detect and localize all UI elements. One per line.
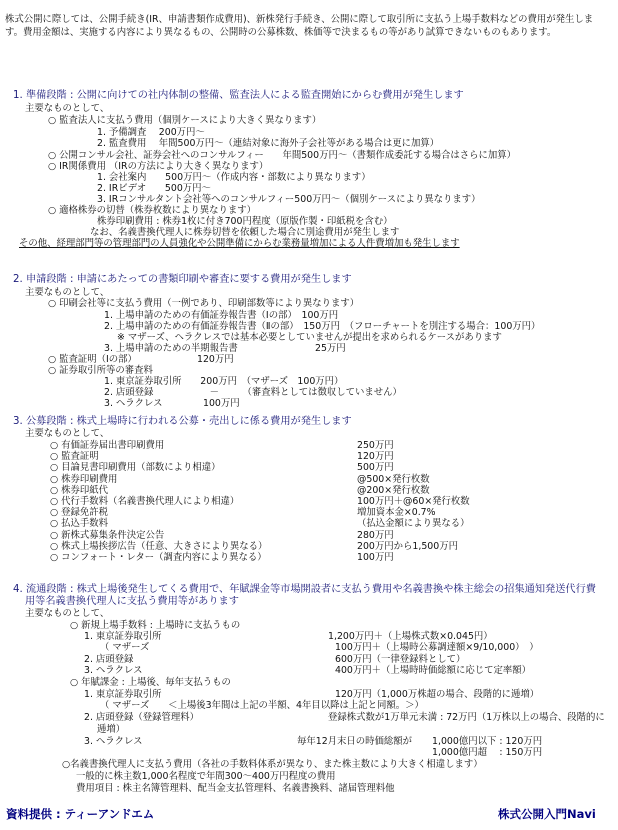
list-item: 1. 東京証券取引所: [84, 631, 162, 642]
list-item: ○ 新規上場手数料 : 上場時に支払うもの: [70, 620, 241, 631]
list-item: ○ 代行手数料（名義書換代理人により相違）: [50, 496, 240, 507]
list-item-value: 100万円: [357, 552, 394, 563]
list-item: ○ 登録免許税: [50, 507, 109, 518]
list-item: ※ マザーズ、ヘラクレスでは基本必要としていませんが提出を求められるケースがあります: [117, 332, 502, 343]
list-item: ○ 株券印刷費用: [50, 474, 118, 485]
list-item-value: 毎年12月末日の時価総額が: [297, 736, 413, 747]
list-item: 逓増）: [97, 724, 126, 735]
list-item: ○ 印刷会社等に支払う費用（一例であり、印刷部数等により異なります）: [48, 298, 360, 309]
list-item: 1. 会社案内 500万円～（作成内容・部数により異なります）: [97, 172, 371, 183]
list-item-value: 120万円（1,000万株超の場合、段階的に逓増）: [335, 689, 540, 700]
list-item: ○ 公開コンサル会社、証券会社へのコンサルフィー 年間500万円～（書類作成委託する場合はさらに加算）: [48, 150, 516, 161]
section-1-title: 1. 準備段階 : 公開に向けての社内体制の整備、監査法人による監査開始にからむ費用が発生します: [13, 90, 464, 101]
section-2-main: 主要なものとして、: [25, 287, 110, 298]
list-item: 2. 店頭登録: [84, 654, 134, 665]
list-item: ○ IR関係費用 （IRの方法により大きく異なります）: [48, 161, 269, 172]
list-item-value: 登録株式数が1万単元未満 : 72万円（1万株以上の場合、段階的に: [328, 712, 605, 723]
list-item-value: 25万円: [315, 343, 346, 354]
list-item-value: 100万円＋（上場時公募調達額×9/10,000） ）: [335, 642, 539, 653]
list-item: ○ 新株式募集条件決定公告: [50, 530, 165, 541]
list-item: 2. 上場申請のための有価証券報告書（Ⅱの部） 150万円 （フローチャートを別注する場合：100万円）: [104, 321, 541, 332]
list-item-value: 600万円（一律登録料として）: [335, 654, 466, 665]
list-item-value: 増加資本金×0.7%: [357, 507, 436, 518]
list-item: 2. IRビデオ 500万円～: [97, 183, 211, 194]
section-4-title-line-1: 4. 流通段階 : 株式上場後発生してくる費用で、年賦課金等市場開設者に支払う費用や名義書換や株主総会の招集通知発送代行費: [13, 584, 596, 595]
list-item-value: （払込金額により異なる）: [357, 518, 470, 529]
list-item: 1. 予備調査 200万円～: [97, 127, 205, 138]
list-item: 2. 店頭登録（登録管理料）: [84, 712, 200, 723]
list-item: ○名義書換代理人に支払う費用（各社の手数料体系が異なり、また株主数により大きく相違します）: [62, 759, 483, 770]
list-item-value: @200×発行枚数: [357, 485, 430, 496]
list-item: 3. ヘラクレス: [84, 665, 143, 676]
list-item-value: 120万円: [197, 354, 234, 365]
list-item: ○ 年賦課金 : 上場後、毎年支払うもの: [70, 677, 231, 688]
list-item: ○ 適格株券の切替（株券枚数により異なります）: [48, 205, 257, 216]
list-item-value: 200万円から1,500万円: [357, 541, 458, 552]
list-item: 3. 上場申請のための半期報告書: [104, 343, 238, 354]
list-item: 1. 上場申請のための有価証券報告書（Ⅰの部） 100万円: [104, 310, 339, 321]
list-item-value: 120万円: [357, 451, 394, 462]
section-4-main: 主要なものとして、: [25, 608, 110, 619]
list-item: 3. ヘラクレス 100万円: [104, 398, 240, 409]
list-item-value: 1,000億円超 : 150万円: [432, 747, 543, 758]
section-3-title: 3. 公募段階 : 株式上場時に行われる公募・売出しに係る費用が発生します: [13, 416, 352, 427]
section-1-main: 主要なものとして、: [25, 103, 110, 114]
list-item: （ マザーズ ＜上場後3年間は上記の半額、4年目以降は上記と同額。＞）: [100, 700, 424, 711]
list-item: ○ 監査証明: [50, 451, 99, 462]
list-item: 1. 東京証券取引所 200万円 （マザーズ 100万円）: [104, 376, 344, 387]
intro-text: 株式公開に際しては、公開手続き(IR、申請書類作成費用)、新株発行手続き、公開に際して取引所に支払う上場手数料などの費用が発生します。費用金額は、実施する内容により異なるもの、公開時の公募株数、株価等で決まるもの等があり試算できないものもあります。: [5, 14, 594, 38]
list-item: 費用項目 : 株主名簿管理料、配当金支払管理料、名義書換料、諸届管理料他: [76, 783, 395, 794]
list-item-value: 500万円: [357, 462, 394, 473]
list-item: 2. 監査費用 年間500万円～（連結対象に海外子会社等がある場合は更に加算）: [97, 138, 440, 149]
list-item: 2. 店頭登録 － （審査料としては徴収していません）: [104, 387, 402, 398]
list-item: ○ 株式上場挨拶広告（任意、大きさにより異なる）: [50, 541, 268, 552]
list-item: 3. ヘラクレス: [84, 736, 143, 747]
list-item-value: 100万円＋@60×発行枚数: [357, 496, 470, 507]
list-item: 株券印刷費用 : 株券1枚に付き700円程度（原版作製・印紙税を含む）: [97, 216, 393, 227]
list-item: ○ 監査法人に支払う費用（個別ケースにより大きく異なります）: [48, 115, 322, 126]
section-3-main: 主要なものとして、: [25, 428, 110, 439]
list-item: 一般的に株主数1,000名程度で年間300～400万円程度の費用: [76, 771, 336, 782]
list-item: ○ コンフォート・レター（調査内容により異なる）: [50, 552, 267, 563]
list-item: なお、名義書換代理人に株券切替を依頼した場合に別途費用が発生します: [90, 227, 400, 238]
list-item: ○ 払込手数料: [50, 518, 109, 529]
list-item: 1. 東京証券取引所: [84, 689, 162, 700]
list-item: （ マザーズ: [100, 642, 150, 653]
list-item-value: 280万円: [357, 530, 394, 541]
list-item-value: 400万円＋（上場時時価総額に応じて定率額）: [335, 665, 532, 676]
footer-site-name[interactable]: 株式公開入門Navi: [498, 807, 596, 821]
list-item-value: 1,000億円以下 : 120万円: [432, 736, 543, 747]
list-item-value: 1,200万円＋（上場株式数×0.045円）: [328, 631, 493, 642]
list-item: その他、経理部門等の管理部門の人員強化や公開準備にからむ業務量増加による人件費増加も発生します: [19, 238, 460, 249]
list-item: ○ 監査証明（Ⅰの部）: [48, 354, 137, 365]
list-item-value: @500×発行枚数: [357, 474, 430, 485]
list-item: ○ 証券取引所等の審査料: [48, 365, 153, 376]
footer-source: 資料提供 : ティーアンドエム: [6, 807, 155, 821]
list-item: ○ 有価証券届出書印刷費用: [50, 440, 165, 451]
list-item: 3. IRコンサルタント会社等へのコンサルフィー500万円～（個別ケースにより異なります）: [97, 194, 481, 205]
list-item: ○ 株券印紙代: [50, 485, 109, 496]
section-4-title-line-2: 用等名義書換代理人に支払う費用等があります: [25, 596, 239, 607]
list-item: ○ 目論見書印刷費用（部数により相違）: [50, 462, 221, 473]
section-2-title: 2. 申請段階 : 申請にあたっての書類印刷や審査に要する費用が発生します: [13, 274, 352, 285]
list-item-value: 250万円: [357, 440, 394, 451]
